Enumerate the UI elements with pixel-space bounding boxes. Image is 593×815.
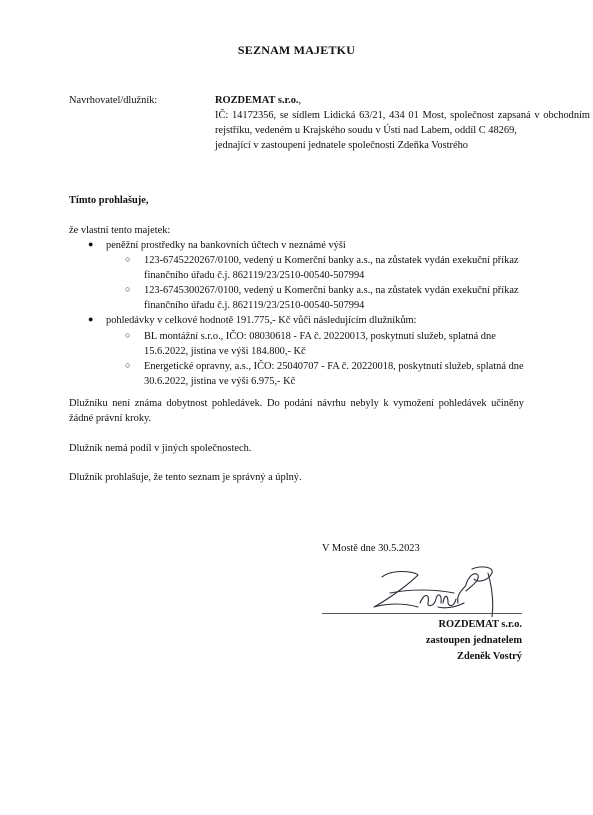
- asset-subitem-text: 123-6745220267/0100, vedený u Komerční banky a.s., na zůstatek vydán exekuční příkaz finančního úřadu č.j. 862119/23/2510-00540-507994: [144, 255, 519, 282]
- shares-paragraph: Dlužník nemá podíl v jiných společnostech.: [69, 443, 252, 454]
- bullet-icon: ●: [88, 314, 94, 325]
- party-name-line: [215, 93, 590, 108]
- party-representation: jednající v zastoupení jednatele společnosti Zdeňka Vostrého: [215, 140, 468, 152]
- document-title: SEZNAM MAJETKU: [237, 43, 356, 57]
- signature-block: [322, 617, 522, 665]
- signature-line: [322, 613, 522, 614]
- receivables-paragraph: Dlužníku není známa dobytnost pohledávek. Do podání návrhu nebyly k vymožení pohledávek učiněny žádné právní kroky.: [69, 398, 524, 425]
- signatory-role: zastoupen jednatelem: [425, 635, 522, 647]
- asset-subitem-text: Energetické opravny, a.s., IČO: 25040707 - FA č. 20220018, poskytnutí služeb, splatná dne 30.6.2022, jistina ve výši 6.975,- Kč: [144, 360, 524, 387]
- declaration-heading: Tímto prohlašuje,: [69, 195, 149, 206]
- party-name-suffix: ,: [298, 95, 302, 106]
- circle-bullet-icon: ○: [125, 359, 131, 370]
- handwritten-signature: [322, 563, 524, 617]
- asset-items: [69, 238, 524, 389]
- asset-item-receivables: [69, 313, 524, 388]
- party-name: ROZDEMAT s.r.o.: [215, 95, 299, 106]
- asset-subitems: [106, 329, 524, 389]
- asset-subitem-text: BL montážní s.r.o., IČO: 08030618 - FA č. 20220013, poskytnutí služeb, splatná dne 15.6.2022, jistina ve výši 184.800,- Kč: [144, 330, 496, 357]
- asset-subitem: [106, 329, 524, 359]
- asset-subitem: [106, 283, 524, 313]
- circle-bullet-icon: ○: [125, 254, 131, 265]
- circle-bullet-icon: ○: [125, 329, 131, 340]
- asset-subitems: [106, 253, 524, 313]
- statement-paragraph: Dlužník prohlašuje, že tento seznam je správný a úplný.: [69, 472, 302, 483]
- asset-subitem-text: 123-6745300267/0100, vedený u Komerční banky a.s., na zůstatek vydán exekuční příkaz finančního úřadu č.j. 862119/23/2510-00540-507994: [144, 285, 519, 312]
- bullet-icon: ●: [88, 239, 94, 250]
- party-details: [215, 93, 590, 153]
- circle-bullet-icon: ○: [125, 284, 131, 295]
- party-label: Navrhovatel/dlužník:: [69, 95, 158, 106]
- signatory-name: Zdeněk Vostrý: [457, 651, 522, 663]
- place-date: V Mostě dne 30.5.2023: [322, 543, 420, 554]
- signatory-company: ROZDEMAT s.r.o.: [438, 619, 522, 630]
- asset-subitem: [106, 253, 524, 283]
- party-registration: IČ: 14172356, se sídlem Lidická 63/21, 434 01 Most, společnost zapsaná v obchodním rejstříku, vedeném u Krajského soudu v Ústí nad Labem, oddíl C 48269,: [215, 110, 590, 137]
- asset-subitem: [106, 359, 524, 389]
- asset-item-text: pohledávky v celkové hodnotě 191.775,- Kč vůči následujícím dlužníkům:: [106, 315, 417, 327]
- asset-list: [69, 223, 524, 389]
- asset-item-bank-funds: [69, 238, 524, 313]
- asset-intro: že vlastní tento majetek:: [69, 225, 171, 236]
- asset-item-text: peněžní prostředky na bankovních účtech v neznámé výši: [106, 240, 346, 252]
